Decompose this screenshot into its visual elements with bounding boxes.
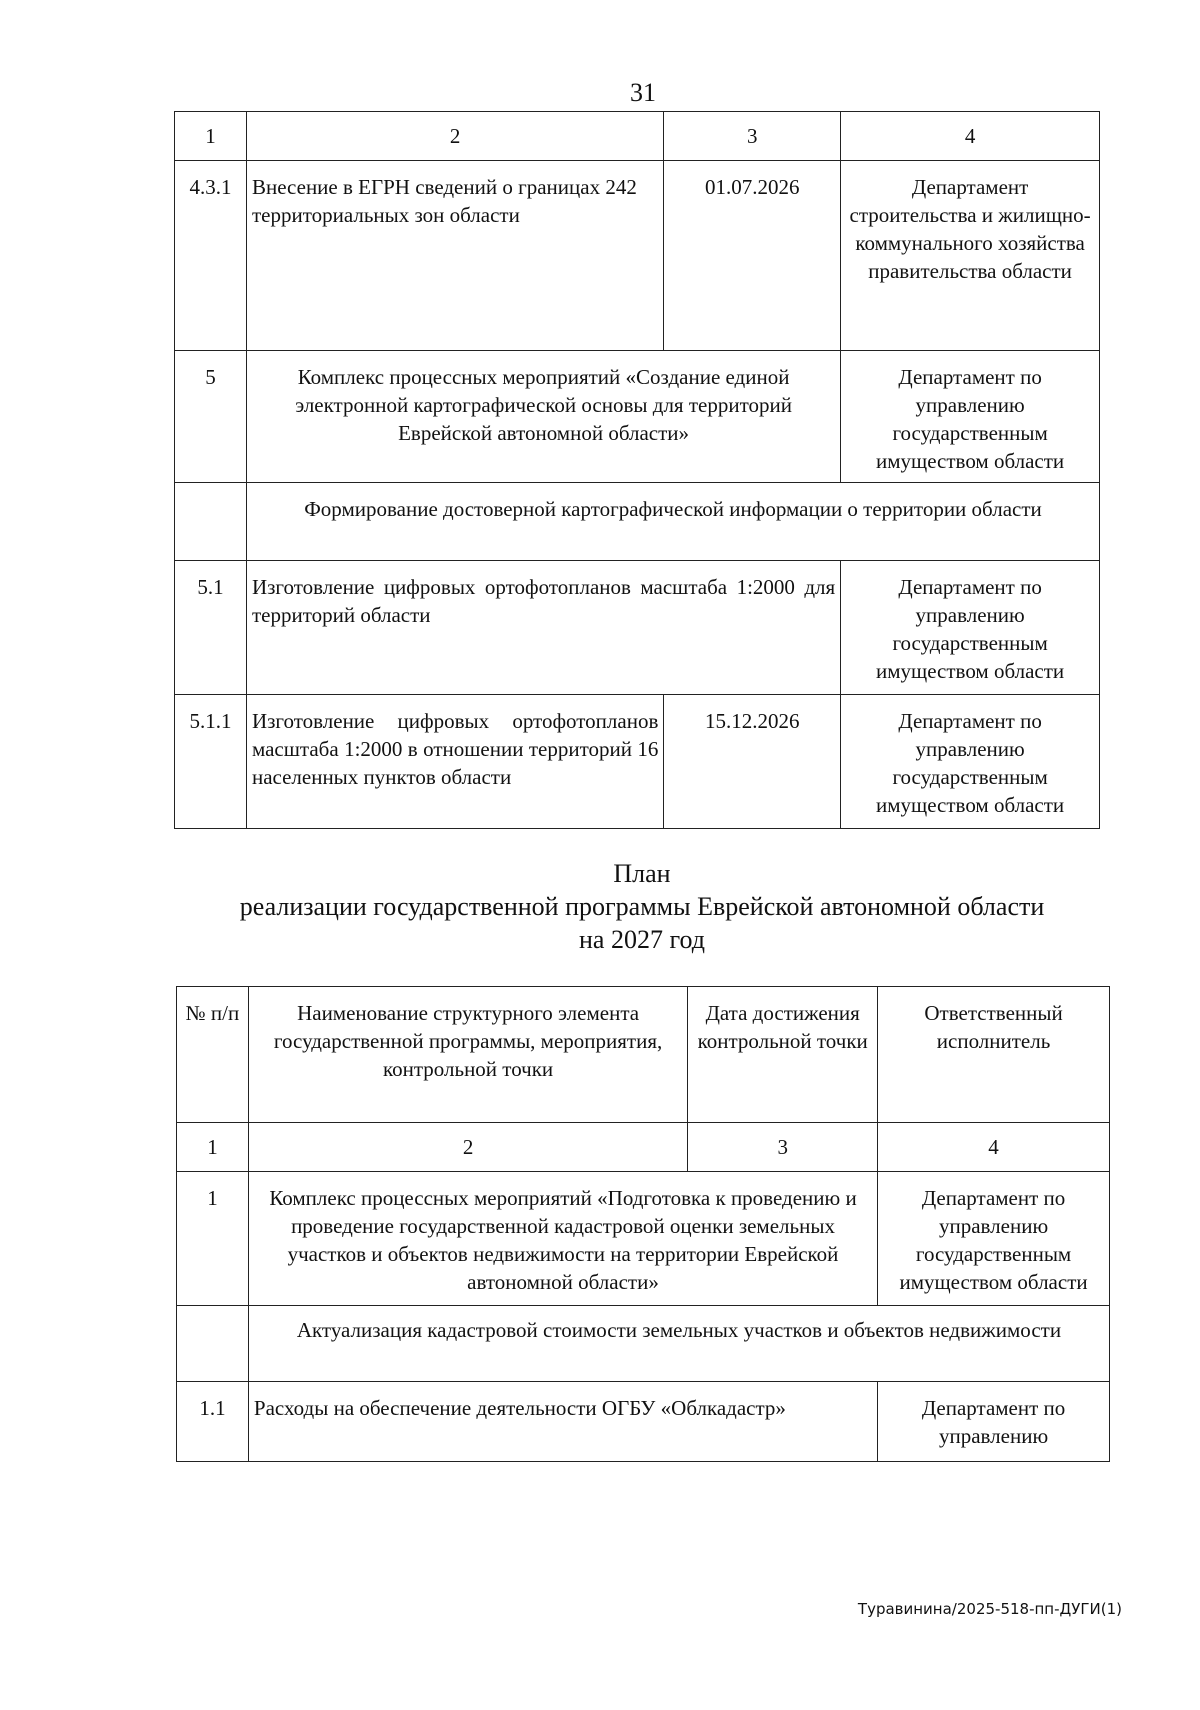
row-number: 1	[177, 1172, 249, 1306]
row-name: Изготовление цифровых ортофотопланов масштаба 1:2000 для территорий области	[246, 561, 840, 695]
header-name: Наименование структурного элемента государственной программы, мероприятия, контрольной точки	[248, 987, 687, 1123]
row-responsible: Департамент по управлению государственным имуществом области	[841, 695, 1100, 829]
column-number: 4	[841, 112, 1100, 161]
row-name: Комплекс процессных мероприятий «Создание единой электронной картографической основы для территорий Еврейской автономной области»	[246, 351, 840, 483]
column-number-row	[177, 1123, 1110, 1172]
table-row	[175, 561, 1100, 695]
header-responsible: Ответственный исполнитель	[878, 987, 1110, 1123]
row-responsible: Департамент строительства и жилищно-коммунального хозяйства правительства области	[841, 161, 1100, 351]
column-number: 4	[878, 1123, 1110, 1172]
plan-table-2026-continued	[174, 111, 1100, 829]
task-description: Актуализация кадастровой стоимости земельных участков и объектов недвижимости	[248, 1306, 1109, 1382]
row-name: Комплекс процессных мероприятий «Подготовка к проведению и проведение государственной кадастровой оценки земельных участков и объектов недвижимости на территории Еврейской автономной области»	[248, 1172, 877, 1306]
row-number: 5.1	[175, 561, 247, 695]
row-number: 1.1	[177, 1382, 249, 1462]
header-date: Дата достижения контрольной точки	[688, 987, 878, 1123]
column-number: 3	[688, 1123, 878, 1172]
column-number-row	[175, 112, 1100, 161]
plan-title-line: План	[613, 859, 671, 888]
task-row	[177, 1306, 1110, 1382]
table-row	[175, 161, 1100, 351]
plan-title-line: реализации государственной программы Еврейской автономной области	[239, 892, 1045, 921]
column-number: 1	[177, 1123, 249, 1172]
column-number: 1	[175, 112, 247, 161]
row-date: 01.07.2026	[664, 161, 841, 351]
row-name: Внесение в ЕГРН сведений о границах 242 территориальных зон области	[246, 161, 663, 351]
column-number: 2	[248, 1123, 687, 1172]
task-row	[175, 483, 1100, 561]
table-row	[177, 1382, 1110, 1462]
row-responsible: Департамент по управлению государственным имуществом области	[878, 1172, 1110, 1306]
header-row	[177, 987, 1110, 1123]
plan-title	[174, 857, 1110, 956]
empty-cell	[175, 483, 247, 561]
page-number: 31	[630, 78, 656, 107]
table-row	[175, 695, 1100, 829]
row-responsible: Департамент по управлению государственным имуществом области	[841, 351, 1100, 483]
header-number: № п/п	[177, 987, 249, 1123]
task-description: Формирование достоверной картографической информации о территории области	[246, 483, 1099, 561]
row-number: 5	[175, 351, 247, 483]
table-row	[175, 351, 1100, 483]
row-name: Расходы на обеспечение деятельности ОГБУ «Облкадастр»	[248, 1382, 877, 1462]
row-responsible: Департамент по управлению	[878, 1382, 1110, 1462]
row-number: 5.1.1	[175, 695, 247, 829]
column-number: 3	[664, 112, 841, 161]
document-code: Туравинина/2025-518-пп-ДУГИ(1)	[857, 1600, 1122, 1618]
empty-cell	[177, 1306, 249, 1382]
column-number: 2	[246, 112, 663, 161]
row-name: Изготовление цифровых ортофотопланов масштаба 1:2000 в отношении территорий 16 населенных пунктов области	[246, 695, 663, 829]
row-responsible: Департамент по управлению государственным имуществом области	[841, 561, 1100, 695]
row-date: 15.12.2026	[664, 695, 841, 829]
plan-table-2027	[176, 986, 1110, 1462]
table-row	[177, 1172, 1110, 1306]
row-number: 4.3.1	[175, 161, 247, 351]
plan-title-line: на 2027 год	[579, 925, 705, 954]
